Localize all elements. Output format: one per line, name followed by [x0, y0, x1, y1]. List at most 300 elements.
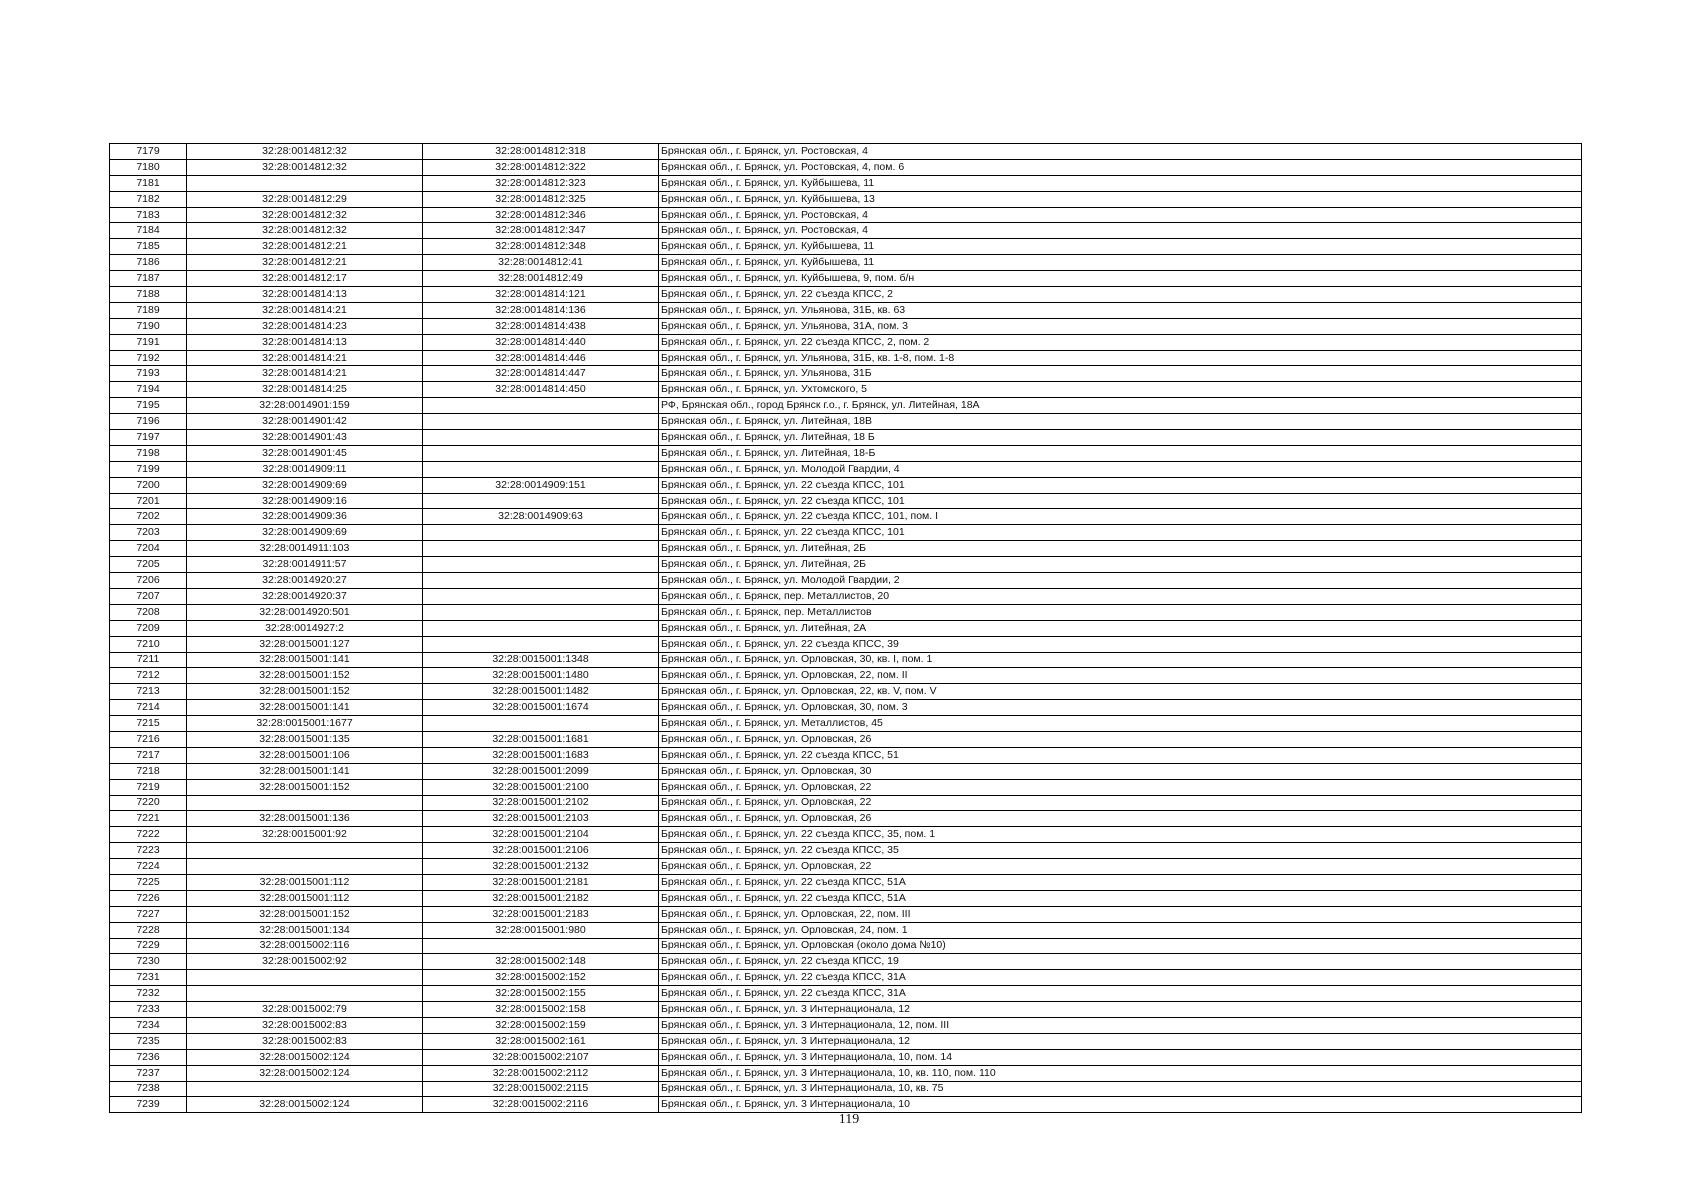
cell-object-number: 32:28:0015001:1674	[423, 700, 659, 716]
cell-object-number: 32:28:0015002:2116	[423, 1097, 659, 1113]
cell-address: Брянская обл., г. Брянск, ул. Ростовская, 4	[659, 144, 1582, 160]
table-row	[110, 588, 1582, 604]
table-row	[110, 684, 1582, 700]
cell-row-number: 7211	[110, 652, 187, 668]
cell-object-number: 32:28:0015002:158	[423, 1002, 659, 1018]
cell-address: Брянская обл., г. Брянск, ул. 22 съезда КПСС, 19	[659, 954, 1582, 970]
cell-address: Брянская обл., г. Брянск, ул. Ульянова, 31А, пом. 3	[659, 318, 1582, 334]
page-number: 119	[838, 1112, 860, 1127]
table-row	[110, 430, 1582, 446]
cell-row-number: 7229	[110, 938, 187, 954]
cell-object-number: 32:28:0015001:1482	[423, 684, 659, 700]
cell-object-number: 32:28:0015001:2103	[423, 811, 659, 827]
cell-row-number: 7204	[110, 541, 187, 557]
cell-address: Брянская обл., г. Брянск, ул. Литейная, 18 Б	[659, 430, 1582, 446]
cell-address: Брянская обл., г. Брянск, ул. Орловская, 22	[659, 859, 1582, 875]
cell-row-number: 7182	[110, 191, 187, 207]
cell-object-number: 32:28:0015001:1683	[423, 747, 659, 763]
table-row	[110, 541, 1582, 557]
cell-object-number: 32:28:0014814:447	[423, 366, 659, 382]
cell-address: Брянская обл., г. Брянск, ул. Литейная, 18В	[659, 414, 1582, 430]
cell-object-number: 32:28:0015002:2107	[423, 1049, 659, 1065]
cell-address: Брянская обл., г. Брянск, ул. 22 съезда КПСС, 51А	[659, 890, 1582, 906]
cell-object-number: 32:28:0015002:2112	[423, 1065, 659, 1081]
cell-row-number: 7218	[110, 763, 187, 779]
registry-table-body	[110, 144, 1582, 1113]
cell-object-number	[423, 461, 659, 477]
cell-address: Брянская обл., г. Брянск, ул. 3 Интернационала, 10, кв. 75	[659, 1081, 1582, 1097]
cell-row-number: 7238	[110, 1081, 187, 1097]
cell-object-number: 32:28:0015001:980	[423, 922, 659, 938]
cell-object-number: 32:28:0015002:152	[423, 970, 659, 986]
cell-parcel-number	[187, 970, 423, 986]
cell-object-number: 32:28:0014814:446	[423, 350, 659, 366]
cell-object-number: 32:28:0014812:322	[423, 159, 659, 175]
cell-parcel-number	[187, 859, 423, 875]
cell-parcel-number: 32:28:0014812:21	[187, 239, 423, 255]
table-row	[110, 636, 1582, 652]
cell-address: Брянская обл., г. Брянск, ул. Молодой Гвардии, 2	[659, 573, 1582, 589]
cell-parcel-number: 32:28:0014920:27	[187, 573, 423, 589]
cell-address: Брянская обл., г. Брянск, ул. Ростовская, 4	[659, 223, 1582, 239]
cell-address: Брянская обл., г. Брянск, ул. 22 съезда КПСС, 101	[659, 525, 1582, 541]
cell-object-number: 32:28:0015001:2102	[423, 795, 659, 811]
cell-address: Брянская обл., г. Брянск, ул. 22 съезда КПСС, 35, пом. 1	[659, 827, 1582, 843]
cell-parcel-number: 32:28:0015001:112	[187, 874, 423, 890]
cell-row-number: 7192	[110, 350, 187, 366]
table-row	[110, 1065, 1582, 1081]
cell-row-number: 7235	[110, 1033, 187, 1049]
cell-object-number: 32:28:0015001:2099	[423, 763, 659, 779]
cell-row-number: 7228	[110, 922, 187, 938]
cell-row-number: 7187	[110, 271, 187, 287]
cell-row-number: 7186	[110, 255, 187, 271]
cell-parcel-number: 32:28:0015002:83	[187, 1017, 423, 1033]
table-row	[110, 1002, 1582, 1018]
cell-object-number	[423, 636, 659, 652]
cell-row-number: 7216	[110, 731, 187, 747]
cell-parcel-number: 32:28:0015001:141	[187, 700, 423, 716]
cell-parcel-number: 32:28:0014812:32	[187, 144, 423, 160]
cell-row-number: 7195	[110, 398, 187, 414]
cell-parcel-number: 32:28:0014814:13	[187, 334, 423, 350]
cell-object-number: 32:28:0014814:121	[423, 287, 659, 303]
table-row	[110, 922, 1582, 938]
cell-parcel-number: 32:28:0015001:112	[187, 890, 423, 906]
table-row	[110, 668, 1582, 684]
cell-object-number: 32:28:0014909:63	[423, 509, 659, 525]
table-row	[110, 271, 1582, 287]
table-row	[110, 159, 1582, 175]
cell-object-number: 32:28:0015001:2183	[423, 906, 659, 922]
table-row	[110, 938, 1582, 954]
cell-object-number: 32:28:0015002:161	[423, 1033, 659, 1049]
cell-parcel-number: 32:28:0015001:136	[187, 811, 423, 827]
cell-parcel-number	[187, 1081, 423, 1097]
cell-row-number: 7239	[110, 1097, 187, 1113]
cell-row-number: 7230	[110, 954, 187, 970]
cell-row-number: 7205	[110, 557, 187, 573]
table-row	[110, 731, 1582, 747]
cell-parcel-number: 32:28:0014909:11	[187, 461, 423, 477]
cell-row-number: 7212	[110, 668, 187, 684]
cell-address: Брянская обл., г. Брянск, ул. Молодой Гвардии, 4	[659, 461, 1582, 477]
cell-parcel-number: 32:28:0015001:152	[187, 684, 423, 700]
cell-object-number: 32:28:0015001:2132	[423, 859, 659, 875]
cell-row-number: 7183	[110, 207, 187, 223]
table-row	[110, 843, 1582, 859]
cell-parcel-number: 32:28:0014909:16	[187, 493, 423, 509]
cell-row-number: 7210	[110, 636, 187, 652]
table-row	[110, 1049, 1582, 1065]
cell-parcel-number: 32:28:0015001:135	[187, 731, 423, 747]
cell-row-number: 7196	[110, 414, 187, 430]
cell-parcel-number: 32:28:0014814:21	[187, 350, 423, 366]
cell-parcel-number: 32:28:0014911:103	[187, 541, 423, 557]
cell-address: Брянская обл., г. Брянск, ул. Орловская, 22, кв. V, пом. V	[659, 684, 1582, 700]
cell-row-number: 7179	[110, 144, 187, 160]
cell-object-number: 32:28:0015001:2106	[423, 843, 659, 859]
cell-row-number: 7188	[110, 287, 187, 303]
cell-address: Брянская обл., г. Брянск, ул. Орловская, 22	[659, 779, 1582, 795]
cell-object-number: 32:28:0015001:2181	[423, 874, 659, 890]
cell-row-number: 7214	[110, 700, 187, 716]
cell-address: Брянская обл., г. Брянск, пер. Металлистов, 20	[659, 588, 1582, 604]
cell-parcel-number	[187, 843, 423, 859]
cell-address: Брянская обл., г. Брянск, ул. Литейная, 2Б	[659, 541, 1582, 557]
cell-row-number: 7208	[110, 604, 187, 620]
cell-parcel-number: 32:28:0014812:32	[187, 207, 423, 223]
cell-row-number: 7224	[110, 859, 187, 875]
cell-row-number: 7215	[110, 716, 187, 732]
table-row	[110, 445, 1582, 461]
table-row	[110, 461, 1582, 477]
cell-parcel-number	[187, 795, 423, 811]
cell-row-number: 7207	[110, 588, 187, 604]
cell-address: Брянская обл., г. Брянск, ул. Ухтомского, 5	[659, 382, 1582, 398]
cell-object-number: 32:28:0014812:318	[423, 144, 659, 160]
cell-object-number: 32:28:0015001:2104	[423, 827, 659, 843]
cell-parcel-number: 32:28:0015002:79	[187, 1002, 423, 1018]
cell-parcel-number: 32:28:0014901:43	[187, 430, 423, 446]
cell-parcel-number: 32:28:0014812:17	[187, 271, 423, 287]
cell-parcel-number: 32:28:0014814:25	[187, 382, 423, 398]
table-row	[110, 477, 1582, 493]
cell-address: Брянская обл., г. Брянск, ул. Орловская (около дома №10)	[659, 938, 1582, 954]
cell-parcel-number: 32:28:0014812:32	[187, 159, 423, 175]
cell-object-number	[423, 620, 659, 636]
cell-row-number: 7232	[110, 986, 187, 1002]
cell-object-number: 32:28:0014812:347	[423, 223, 659, 239]
cell-address: Брянская обл., г. Брянск, ул. Литейная, 18-Б	[659, 445, 1582, 461]
cell-object-number: 32:28:0014814:450	[423, 382, 659, 398]
cell-address: Брянская обл., г. Брянск, ул. Ростовская, 4, пом. 6	[659, 159, 1582, 175]
cell-row-number: 7198	[110, 445, 187, 461]
cell-row-number: 7222	[110, 827, 187, 843]
cell-parcel-number: 32:28:0014814:23	[187, 318, 423, 334]
cell-row-number: 7203	[110, 525, 187, 541]
cell-address: Брянская обл., г. Брянск, ул. Металлистов, 45	[659, 716, 1582, 732]
cell-row-number: 7202	[110, 509, 187, 525]
table-row	[110, 287, 1582, 303]
cell-parcel-number: 32:28:0015001:1677	[187, 716, 423, 732]
cell-address: Брянская обл., г. Брянск, ул. 22 съезда КПСС, 101	[659, 477, 1582, 493]
table-row	[110, 906, 1582, 922]
cell-object-number: 32:28:0015002:148	[423, 954, 659, 970]
table-row	[110, 223, 1582, 239]
cell-parcel-number: 32:28:0014901:159	[187, 398, 423, 414]
cell-address: Брянская обл., г. Брянск, ул. 3 Интернационала, 12, пом. III	[659, 1017, 1582, 1033]
cell-object-number	[423, 445, 659, 461]
table-row	[110, 859, 1582, 875]
table-row	[110, 414, 1582, 430]
cell-address: Брянская обл., г. Брянск, ул. Литейная, 2А	[659, 620, 1582, 636]
cell-parcel-number: 32:28:0015002:124	[187, 1065, 423, 1081]
cell-row-number: 7226	[110, 890, 187, 906]
cell-parcel-number: 32:28:0014920:501	[187, 604, 423, 620]
table-row	[110, 302, 1582, 318]
cell-parcel-number: 32:28:0015001:152	[187, 779, 423, 795]
cell-object-number	[423, 525, 659, 541]
cell-object-number: 32:28:0015002:2115	[423, 1081, 659, 1097]
cell-parcel-number: 32:28:0015001:127	[187, 636, 423, 652]
table-row	[110, 795, 1582, 811]
table-row	[110, 334, 1582, 350]
cell-address: Брянская обл., г. Брянск, ул. 22 съезда КПСС, 101, пом. I	[659, 509, 1582, 525]
cell-object-number: 32:28:0014812:323	[423, 175, 659, 191]
table-row	[110, 557, 1582, 573]
cell-parcel-number: 32:28:0014812:21	[187, 255, 423, 271]
cell-address: Брянская обл., г. Брянск, ул. Орловская, 22, пом. III	[659, 906, 1582, 922]
cell-row-number: 7227	[110, 906, 187, 922]
cell-address: Брянская обл., г. Брянск, ул. Ульянова, 31Б, кв. 63	[659, 302, 1582, 318]
cell-address: Брянская обл., г. Брянск, ул. Орловская, 30, пом. 3	[659, 700, 1582, 716]
cell-row-number: 7221	[110, 811, 187, 827]
cell-parcel-number: 32:28:0014901:42	[187, 414, 423, 430]
table-row	[110, 652, 1582, 668]
cell-object-number: 32:28:0014814:438	[423, 318, 659, 334]
cell-object-number	[423, 493, 659, 509]
cell-object-number	[423, 938, 659, 954]
cell-parcel-number: 32:28:0014909:69	[187, 525, 423, 541]
table-row	[110, 1097, 1582, 1113]
table-row	[110, 700, 1582, 716]
cell-address: Брянская обл., г. Брянск, ул. Орловская, 22	[659, 795, 1582, 811]
cell-address: Брянская обл., г. Брянск, ул. 22 съезда КПСС, 2	[659, 287, 1582, 303]
cell-address: Брянская обл., г. Брянск, ул. Орловская, 24, пом. 1	[659, 922, 1582, 938]
cell-parcel-number: 32:28:0015001:141	[187, 652, 423, 668]
table-row	[110, 255, 1582, 271]
cell-object-number: 32:28:0015001:2182	[423, 890, 659, 906]
cell-address: Брянская обл., г. Брянск, ул. 22 съезда КПСС, 35	[659, 843, 1582, 859]
cell-parcel-number: 32:28:0015002:116	[187, 938, 423, 954]
table-row	[110, 525, 1582, 541]
table-row	[110, 239, 1582, 255]
table-row	[110, 318, 1582, 334]
table-row	[110, 604, 1582, 620]
cell-row-number: 7220	[110, 795, 187, 811]
table-row	[110, 509, 1582, 525]
table-row	[110, 398, 1582, 414]
table-row	[110, 350, 1582, 366]
cell-address: Брянская обл., г. Брянск, ул. Орловская, 26	[659, 731, 1582, 747]
table-row	[110, 1033, 1582, 1049]
cell-parcel-number	[187, 986, 423, 1002]
cell-object-number: 32:28:0015001:1480	[423, 668, 659, 684]
cell-address: Брянская обл., г. Брянск, ул. 22 съезда КПСС, 31А	[659, 970, 1582, 986]
cell-object-number	[423, 430, 659, 446]
cell-address: Брянская обл., г. Брянск, ул. 22 съезда КПСС, 31А	[659, 986, 1582, 1002]
table-row	[110, 890, 1582, 906]
table-row	[110, 207, 1582, 223]
cell-object-number	[423, 557, 659, 573]
cell-row-number: 7236	[110, 1049, 187, 1065]
cell-address: Брянская обл., г. Брянск, ул. 22 съезда КПСС, 51	[659, 747, 1582, 763]
table-row	[110, 954, 1582, 970]
cell-parcel-number: 32:28:0014909:36	[187, 509, 423, 525]
cell-row-number: 7184	[110, 223, 187, 239]
cell-object-number: 32:28:0015001:2100	[423, 779, 659, 795]
cell-parcel-number: 32:28:0015001:92	[187, 827, 423, 843]
table-row	[110, 1081, 1582, 1097]
cell-parcel-number: 32:28:0015002:124	[187, 1097, 423, 1113]
cell-row-number: 7185	[110, 239, 187, 255]
cell-row-number: 7219	[110, 779, 187, 795]
table-row	[110, 620, 1582, 636]
table-row	[110, 986, 1582, 1002]
cell-address: Брянская обл., г. Брянск, ул. Орловская, 30, кв. I, пом. 1	[659, 652, 1582, 668]
cell-row-number: 7191	[110, 334, 187, 350]
cell-row-number: 7217	[110, 747, 187, 763]
table-row	[110, 366, 1582, 382]
cell-object-number	[423, 716, 659, 732]
table-row	[110, 573, 1582, 589]
table-row	[110, 811, 1582, 827]
cell-object-number	[423, 414, 659, 430]
table-row	[110, 1017, 1582, 1033]
cell-row-number: 7193	[110, 366, 187, 382]
cell-address: Брянская обл., г. Брянск, ул. 22 съезда КПСС, 51А	[659, 874, 1582, 890]
cell-row-number: 7190	[110, 318, 187, 334]
cell-row-number: 7181	[110, 175, 187, 191]
cell-parcel-number: 32:28:0015002:92	[187, 954, 423, 970]
cell-parcel-number: 32:28:0014814:13	[187, 287, 423, 303]
cell-object-number: 32:28:0015001:1681	[423, 731, 659, 747]
cell-parcel-number: 32:28:0015001:134	[187, 922, 423, 938]
cell-address: Брянская обл., г. Брянск, ул. Куйбышева, 11	[659, 175, 1582, 191]
registry-table	[109, 143, 1582, 1113]
table-row	[110, 747, 1582, 763]
cell-parcel-number	[187, 175, 423, 191]
cell-address: Брянская обл., г. Брянск, ул. 3 Интернационала, 12	[659, 1033, 1582, 1049]
table-row	[110, 493, 1582, 509]
cell-object-number: 32:28:0014812:348	[423, 239, 659, 255]
cell-address: Брянская обл., г. Брянск, ул. 22 съезда КПСС, 39	[659, 636, 1582, 652]
cell-object-number: 32:28:0015002:159	[423, 1017, 659, 1033]
cell-address: Брянская обл., г. Брянск, ул. 3 Интернационала, 10	[659, 1097, 1582, 1113]
cell-object-number: 32:28:0014814:440	[423, 334, 659, 350]
cell-address: РФ, Брянская обл., город Брянск г.о., г. Брянск, ул. Литейная, 18А	[659, 398, 1582, 414]
cell-object-number	[423, 541, 659, 557]
cell-object-number: 32:28:0014812:41	[423, 255, 659, 271]
cell-row-number: 7200	[110, 477, 187, 493]
cell-address: Брянская обл., г. Брянск, ул. Куйбышева, 13	[659, 191, 1582, 207]
cell-parcel-number: 32:28:0014927:2	[187, 620, 423, 636]
cell-address: Брянская обл., г. Брянск, ул. Ульянова, 31Б, кв. 1-8, пом. 1-8	[659, 350, 1582, 366]
cell-row-number: 7233	[110, 1002, 187, 1018]
cell-address: Брянская обл., г. Брянск, ул. 22 съезда КПСС, 101	[659, 493, 1582, 509]
cell-row-number: 7201	[110, 493, 187, 509]
cell-object-number: 32:28:0014812:346	[423, 207, 659, 223]
cell-parcel-number: 32:28:0014814:21	[187, 366, 423, 382]
table-row	[110, 382, 1582, 398]
cell-object-number	[423, 573, 659, 589]
cell-row-number: 7223	[110, 843, 187, 859]
cell-object-number: 32:28:0014814:136	[423, 302, 659, 318]
cell-parcel-number: 32:28:0014911:57	[187, 557, 423, 573]
cell-row-number: 7189	[110, 302, 187, 318]
cell-parcel-number: 32:28:0015001:152	[187, 906, 423, 922]
cell-row-number: 7180	[110, 159, 187, 175]
cell-parcel-number: 32:28:0015001:106	[187, 747, 423, 763]
cell-address: Брянская обл., г. Брянск, ул. 3 Интернационала, 10, кв. 110, пом. 110	[659, 1065, 1582, 1081]
cell-address: Брянская обл., г. Брянск, ул. Куйбышева, 11	[659, 239, 1582, 255]
cell-row-number: 7225	[110, 874, 187, 890]
cell-parcel-number: 32:28:0014920:37	[187, 588, 423, 604]
cell-row-number: 7237	[110, 1065, 187, 1081]
cell-address: Брянская обл., г. Брянск, ул. Орловская, 26	[659, 811, 1582, 827]
cell-address: Брянская обл., г. Брянск, ул. Литейная, 2Б	[659, 557, 1582, 573]
cell-parcel-number: 32:28:0015002:124	[187, 1049, 423, 1065]
cell-parcel-number: 32:28:0015002:83	[187, 1033, 423, 1049]
cell-object-number: 32:28:0015001:1348	[423, 652, 659, 668]
cell-object-number: 32:28:0015002:155	[423, 986, 659, 1002]
cell-object-number: 32:28:0014812:325	[423, 191, 659, 207]
table-row	[110, 779, 1582, 795]
cell-row-number: 7213	[110, 684, 187, 700]
cell-address: Брянская обл., г. Брянск, ул. 3 Интернационала, 10, пом. 14	[659, 1049, 1582, 1065]
table-row	[110, 827, 1582, 843]
table-row	[110, 763, 1582, 779]
table-row	[110, 144, 1582, 160]
table-row	[110, 970, 1582, 986]
cell-parcel-number: 32:28:0014812:29	[187, 191, 423, 207]
cell-row-number: 7194	[110, 382, 187, 398]
cell-parcel-number: 32:28:0015001:152	[187, 668, 423, 684]
cell-row-number: 7197	[110, 430, 187, 446]
cell-address: Брянская обл., г. Брянск, пер. Металлистов	[659, 604, 1582, 620]
cell-address: Брянская обл., г. Брянск, ул. Ульянова, 31Б	[659, 366, 1582, 382]
cell-object-number	[423, 588, 659, 604]
cell-object-number	[423, 398, 659, 414]
cell-row-number: 7209	[110, 620, 187, 636]
cell-object-number: 32:28:0014909:151	[423, 477, 659, 493]
cell-parcel-number: 32:28:0014901:45	[187, 445, 423, 461]
cell-address: Брянская обл., г. Брянск, ул. Орловская, 30	[659, 763, 1582, 779]
cell-parcel-number: 32:28:0014814:21	[187, 302, 423, 318]
cell-address: Брянская обл., г. Брянск, ул. Куйбышева, 11	[659, 255, 1582, 271]
cell-row-number: 7234	[110, 1017, 187, 1033]
cell-address: Брянская обл., г. Брянск, ул. Ростовская, 4	[659, 207, 1582, 223]
cell-object-number	[423, 604, 659, 620]
table-row	[110, 191, 1582, 207]
cell-object-number: 32:28:0014812:49	[423, 271, 659, 287]
cell-address: Брянская обл., г. Брянск, ул. Орловская, 22, пом. II	[659, 668, 1582, 684]
table-row	[110, 175, 1582, 191]
cell-address: Брянская обл., г. Брянск, ул. 22 съезда КПСС, 2, пом. 2	[659, 334, 1582, 350]
cell-parcel-number: 32:28:0014909:69	[187, 477, 423, 493]
cell-parcel-number: 32:28:0015001:141	[187, 763, 423, 779]
